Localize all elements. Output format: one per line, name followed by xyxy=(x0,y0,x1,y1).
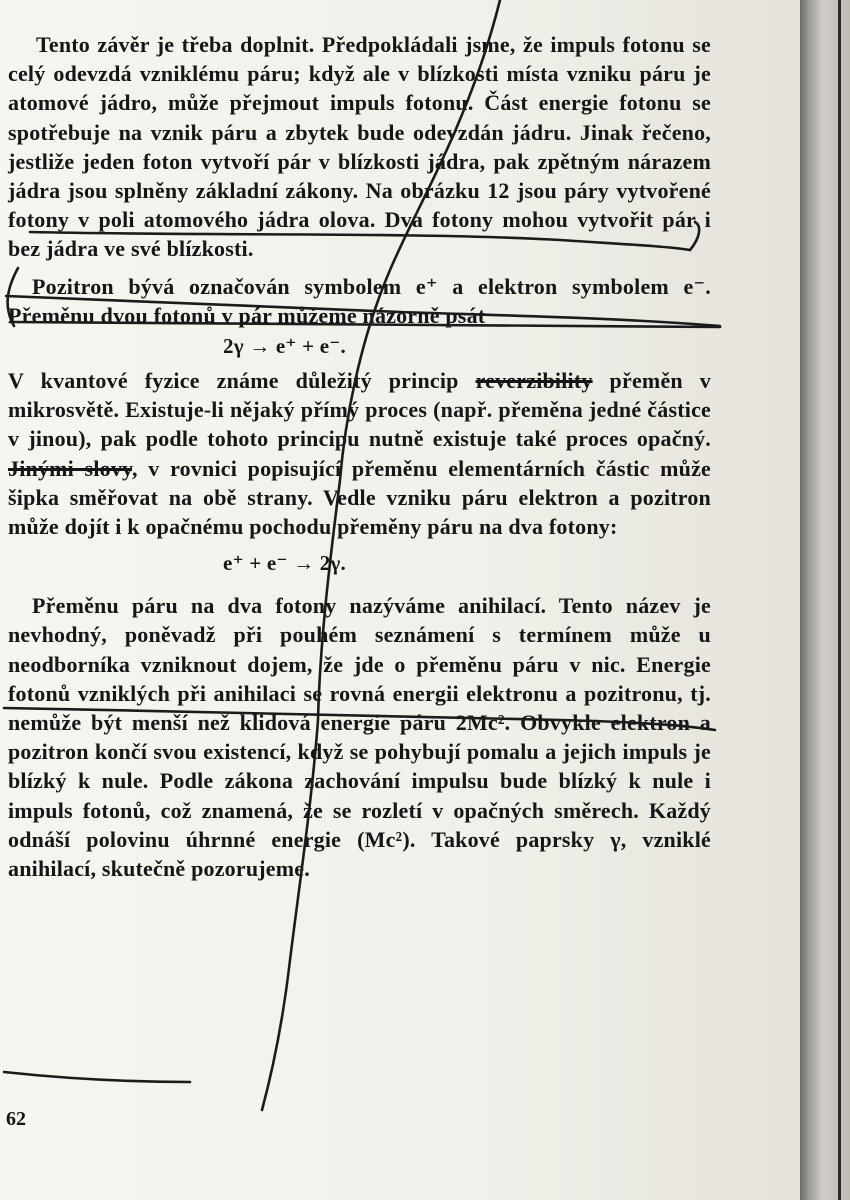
paragraph-3-start: V kvantové fyzice známe důležitý princip xyxy=(8,368,476,394)
page-number: 62 xyxy=(6,1108,26,1130)
paragraph-3 xyxy=(8,366,711,541)
struck-phrase-jinymi-slovy: Jinými slovy xyxy=(8,455,133,481)
equation-annihilation: e⁺ + e⁻ → 2γ. xyxy=(223,551,346,576)
paragraph-2: Pozitron bývá označován symbolem e⁺ a elektron symbolem e⁻. Přeměnu dvou fotonů v pár můžeme názorně psát xyxy=(8,273,711,328)
struck-word-reverzibility: reverzibility xyxy=(475,368,593,394)
equation-pair-creation: 2γ → e⁺ + e⁻. xyxy=(223,334,346,359)
page-body xyxy=(8,30,711,883)
paragraph-4: Přeměnu páru na dva fotony nazýváme anihilací. Tento název je nevhodný, poněvadž při pouhém seznámení s termínem může u neodborníka vzniknout dojem, že jde o přeměnu páru v nic. Energie fotonů vzniklých při anihilaci se rovná energii elektronu a pozitronu, tj. nemůže být menší než klidová energie páru 2Mc². Obvykle elektron a pozitron končí svou existencí, když se pohybují pomalu a jejich impuls je blízký k nule. Podle zákona zachování impulsu bude blízký k nule i impuls fotonů, což znamená, že se rozletí v opačných směrech. Každý odnáší polovinu úhrnné energie (Mc²). Takové paprsky γ, vzniklé anihilací, skutečně pozorujeme. xyxy=(8,593,711,882)
book-spine xyxy=(800,0,850,1200)
paragraph-1: Tento závěr je třeba doplnit. Předpokládali jsme, že impuls fotonu se celý odevzdá vzniklému páru; když ale v blízkosti místa vzniku páru je atomové jádro, může přejmout impuls fotonu. Část energie fotonu se spotřebuje na vznik páru a zbytek bude odevzdán jádru. Jinak řečeno, jestliže jeden foton vytvoří pár v blízkosti jádra, pak zpětným nárazem jádra jsou splněny základní zákony. Na obrázku 12 jsou páry vytvořené fotony v poli atomového jádra olova. Dva fotony mohou vytvořit pár i bez jádra ve své blízkosti. xyxy=(8,32,711,262)
spine-edge xyxy=(838,0,841,1200)
paragraph-3-middle: přeměn v mikrosvětě. Existuje-li nějaký přímý proces (např. přeměna jedné částice v jinou), pak podle tohoto principu nutně existuje také proces opačný. xyxy=(8,368,711,452)
paragraph-3-end: , v rovnici popisující přeměnu elementárních částic může šipka směřovat na obě strany. Vedle vzniku páru elektron a pozitron může dojít i k opačnému pochodu přeměny páru na dva fotony: xyxy=(8,455,711,540)
